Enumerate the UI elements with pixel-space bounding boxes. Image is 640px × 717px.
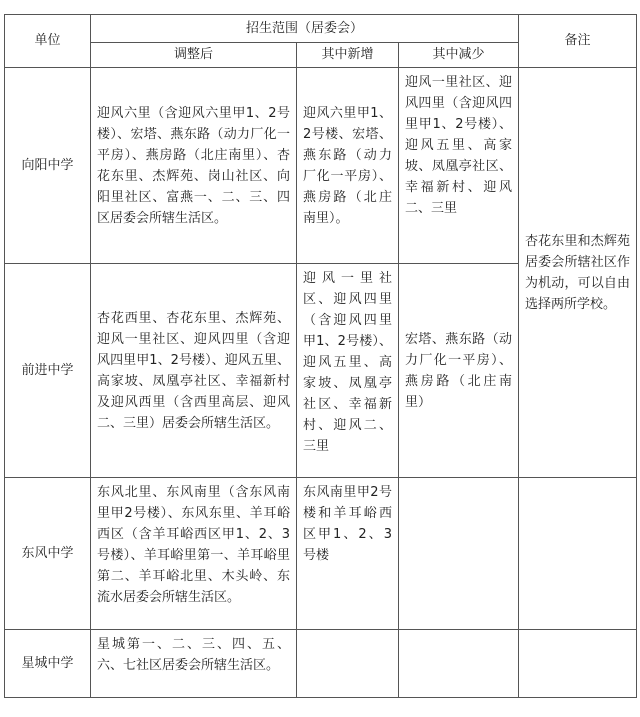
added-cell: 东风南里甲2号楼和羊耳峪西区甲1、2、3号楼 <box>297 478 399 630</box>
unit-cell: 向阳中学 <box>5 68 91 264</box>
header-unit: 单位 <box>5 15 91 68</box>
note-cell: 杏花东里和杰辉苑居委会所辖社区作为机动，可以自由选择两所学校。 <box>519 68 637 478</box>
header-scope: 招生范围（居委会） <box>91 15 519 43</box>
unit-cell: 星城中学 <box>5 630 91 698</box>
added-cell: 迎风六里甲1、2号楼、宏塔、燕东路（动力厂化一平房）、燕房路（北庄南里）。 <box>297 68 399 264</box>
adjusted-cell: 杏花西里、杏花东里、杰辉苑、迎风一里社区、迎风四里（含迎风四里甲1、2号楼）、迎风五里、高家坡、凤凰亭社区、幸福新村及迎风西里（含西里高层、迎风二、三里）居委会所辖生活区。 <box>91 264 297 478</box>
removed-cell <box>399 630 519 698</box>
unit-cell: 东风中学 <box>5 478 91 630</box>
header-adjusted: 调整后 <box>91 43 297 68</box>
unit-cell: 前进中学 <box>5 264 91 478</box>
added-cell <box>297 630 399 698</box>
header-row-1 <box>5 15 637 43</box>
header-removed: 其中减少 <box>399 43 519 68</box>
removed-cell <box>399 478 519 630</box>
added-cell: 迎风一里社区、迎风四里（含迎风四里甲1、2号楼）、迎风五里、高家坡、凤凰亭社区、幸福新村、迎风二、三里 <box>297 264 399 478</box>
note-cell-empty <box>519 630 637 698</box>
removed-cell: 迎风一里社区、迎风四里（含迎风四里甲1、2号楼）、迎风五里、高家坡、凤凰亭社区、幸福新村、迎风二、三里 <box>399 68 519 264</box>
header-added: 其中新增 <box>297 43 399 68</box>
table-row <box>5 478 637 630</box>
table-row <box>5 68 637 264</box>
header-note: 备注 <box>519 15 637 68</box>
enrollment-scope-table <box>4 14 637 698</box>
adjusted-cell: 东风北里、东风南里（含东风南里甲2号楼）、东风东里、羊耳峪西区（含羊耳峪西区甲1、2、3号楼）、羊耳峪里第一、羊耳峪里第二、羊耳峪北里、木头岭、东流水居委会所辖生活区。 <box>91 478 297 630</box>
adjusted-cell: 星城第一、二、三、四、五、六、七社区居委会所辖生活区。 <box>91 630 297 698</box>
removed-cell: 宏塔、燕东路（动力厂化一平房）、燕房路（北庄南里） <box>399 264 519 478</box>
adjusted-cell: 迎风六里（含迎风六里甲1、2号楼）、宏塔、燕东路（动力厂化一平房）、燕房路（北庄南里）、杏花东里、杰辉苑、岗山社区、向阳里社区、富燕一、二、三、四区居委会所辖生活区。 <box>91 68 297 264</box>
table-row <box>5 630 637 698</box>
note-cell-empty <box>519 478 637 630</box>
